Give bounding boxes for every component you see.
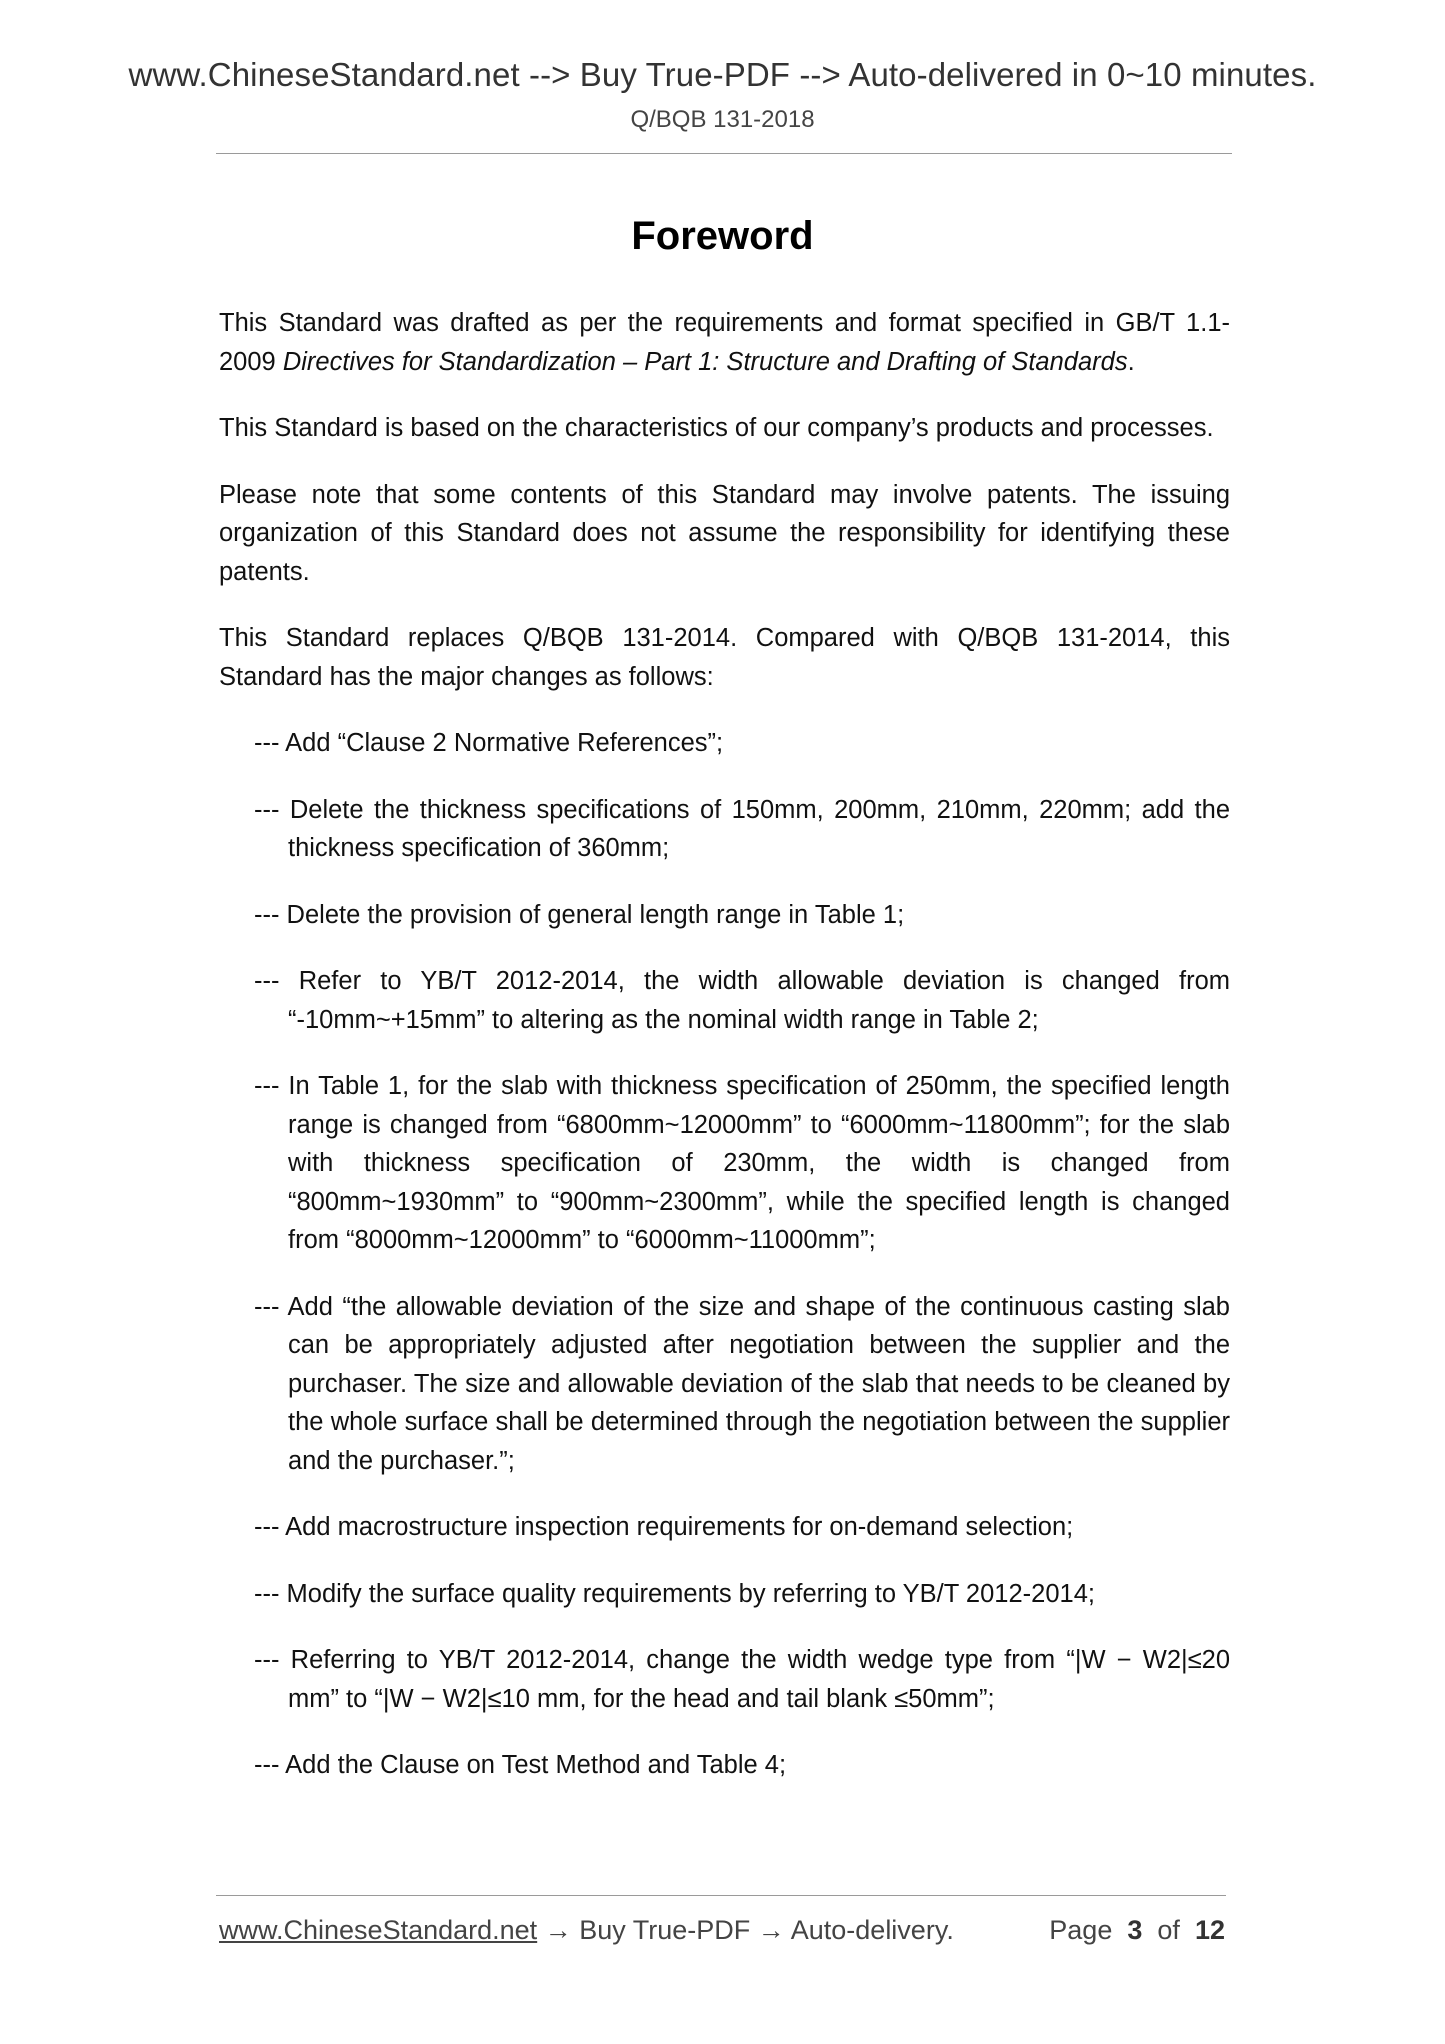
list-item: --- Add “Clause 2 Normative References”;	[254, 729, 724, 757]
header-divider	[216, 153, 1232, 154]
list-item: --- Add the Clause on Test Method and Table 4;	[254, 1751, 787, 1779]
paragraph-replaces: This Standard replaces Q/BQB 131-2014. Compared with Q/BQB 131-2014, this Standard has the major changes as follows:	[219, 624, 1230, 691]
list-item: --- In Table 1, for the slab with thickness specification of 250mm, the specified length range is changed from “6800mm~12000mm” to “6000mm~11800mm”; for the slab with thickness specification of 230mm, the width is changed from “800mm~1930mm” to “900mm~2300mm”, while the specified length is changed from “8000mm~12000mm” to “6000mm~11000mm”;	[254, 1072, 1230, 1254]
foreword-body	[219, 304, 1230, 1813]
paragraph-patents: Please note that some contents of this Standard may involve patents. The issuing organization of this Standard does not assume the responsibility for identifying these patents.	[219, 480, 1230, 586]
paragraph-drafting	[219, 304, 1230, 381]
paragraph-drafting-end: .	[1127, 347, 1135, 376]
total-pages: 12	[1194, 1915, 1225, 1945]
paragraph-basis: This Standard is based on the characteristics of our company’s products and processes.	[219, 414, 1214, 442]
header-banner: www.ChineseStandard.net --> Buy True-PDF --> Auto-delivered in 0~10 minutes.	[128, 56, 1317, 93]
list-item: --- Add macrostructure inspection requirements for on-demand selection;	[254, 1513, 1074, 1541]
of-label: of	[1157, 1915, 1180, 1945]
footer-tagline: → Buy True-PDF → Auto-delivery.	[537, 1915, 954, 1945]
footer-site-link[interactable]: www.ChineseStandard.net	[219, 1915, 538, 1945]
changes-list	[219, 724, 1230, 1785]
paragraph-drafting-text: This Standard was drafted as per the requirements and format specified in GB/T 1.1-2009	[219, 309, 1230, 376]
page-label: Page	[1049, 1915, 1113, 1945]
page-indicator	[1049, 1915, 1225, 1946]
list-item: --- Delete the provision of general length range in Table 1;	[254, 900, 905, 929]
list-item: --- Delete the thickness specifications of 150mm, 200mm, 210mm, 220mm; add the thickness specification of 360mm;	[254, 795, 1230, 862]
list-item: --- Referring to YB/T 2012-2014, change the width wedge type from “|W − W2|≤20 mm” to “|W − W2|≤10 mm, for the head and tail blank ≤50mm”;	[254, 1646, 1230, 1713]
directive-title: Directives for Standardization – Part 1: Structure and Drafting of Standards	[282, 347, 1128, 376]
page-number: 3	[1127, 1915, 1143, 1945]
list-item: --- Add “the allowable deviation of the size and shape of the continuous casting slab can be appropriately adjusted after negotiation between the supplier and the purchaser. The size and allowable deviation of the slab that needs to be cleaned by the whole surface shall be determined through the negotiation between the supplier and the purchaser.”;	[254, 1292, 1230, 1475]
document-code: Q/BQB 131-2018	[630, 106, 815, 133]
footer-divider	[216, 1895, 1226, 1896]
page-title: Foreword	[631, 214, 814, 258]
footer-left	[219, 1915, 954, 1946]
list-item: --- Refer to YB/T 2012-2014, the width allowable deviation is changed from “-10mm~+15mm” to altering as the nominal width range in Table 2;	[254, 967, 1230, 1034]
list-item: --- Modify the surface quality requirements by referring to YB/T 2012-2014;	[254, 1579, 1095, 1608]
